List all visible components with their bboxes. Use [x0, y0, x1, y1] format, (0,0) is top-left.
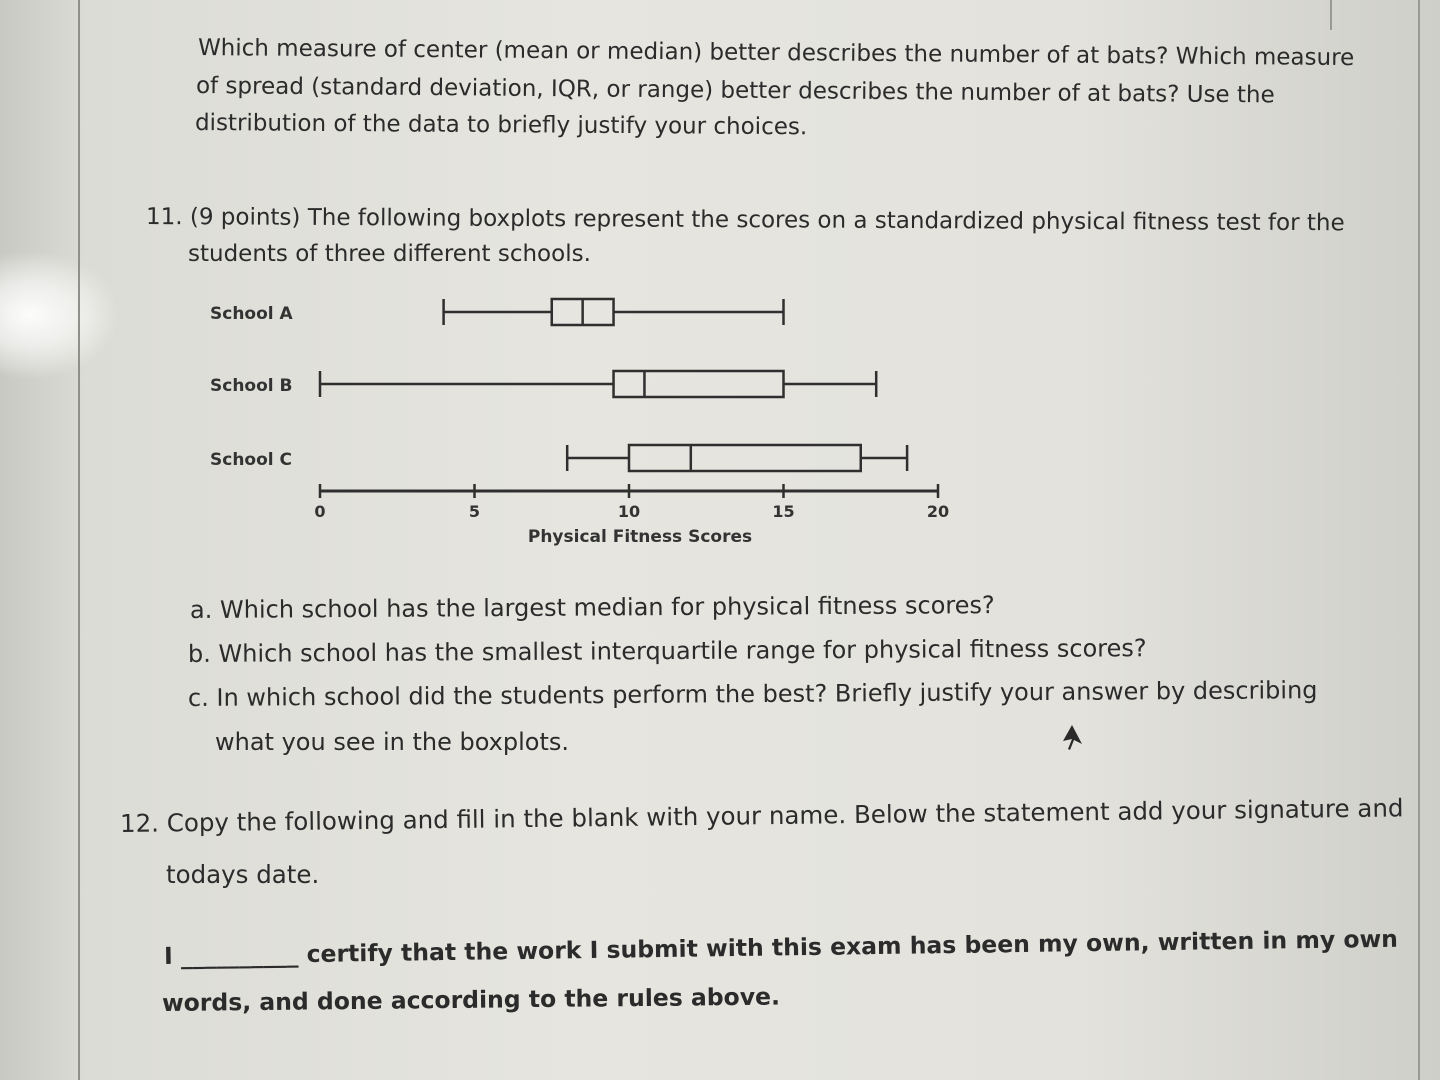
x-tick-label-5: 5	[468, 502, 481, 521]
q11-part-c: c. In which school did the students perform the best? Briefly justify your answer by describing	[187, 676, 1318, 712]
q11-part-c-cont: what you see in the boxplots.	[215, 728, 570, 756]
q12-line-2: todays date.	[166, 860, 320, 889]
school-a-label: School A	[210, 304, 293, 324]
q10-line-2: of spread (standard deviation, IQR, or range) better describes the number of at bats? Use the	[195, 73, 1275, 109]
boxplot-svg	[200, 288, 980, 558]
x-axis-label: Physical Fitness Scores	[527, 527, 753, 547]
q10-line-3: distribution of the data to briefly justify your choices.	[194, 110, 808, 141]
certification-line-1: I __________ certify that the work I submit with this exam has been my own, written in my own	[163, 924, 1399, 970]
q11-part-a: a. Which school has the largest median for physical fitness scores?	[189, 591, 995, 624]
school-c-box	[629, 445, 861, 471]
x-tick-label-20: 20	[926, 502, 950, 521]
x-tick-label-15: 15	[772, 502, 795, 521]
photo-glare	[0, 250, 120, 380]
certification-line-2: words, and done according to the rules above.	[161, 982, 781, 1017]
q11-line-1: 11. (9 points) The following boxplots represent the scores on a standardized physical fitness test for the	[145, 204, 1345, 237]
x-tick-label-10: 10	[617, 502, 641, 521]
q10-line-1: Which measure of center (mean or median) better describes the number of at bats? Which measure	[197, 35, 1355, 72]
boxplot-chart	[200, 288, 980, 558]
school-c-label: School C	[210, 450, 293, 470]
page-border-left	[78, 0, 80, 1080]
q12-line-1: 12. Copy the following and fill in the blank with your name. Below the statement add your signature and	[119, 793, 1404, 838]
page-border-right	[1418, 0, 1420, 1080]
school-b-box	[614, 371, 784, 397]
school-b-label: School B	[210, 376, 293, 396]
page-border-top-right	[1330, 0, 1332, 30]
mouse-pointer-icon	[1060, 724, 1084, 756]
q11-part-b: b. Which school has the smallest interquartile range for physical fitness scores?	[187, 634, 1147, 668]
x-tick-label-0: 0	[314, 502, 326, 521]
q11-line-2: students of three different schools.	[188, 241, 591, 267]
